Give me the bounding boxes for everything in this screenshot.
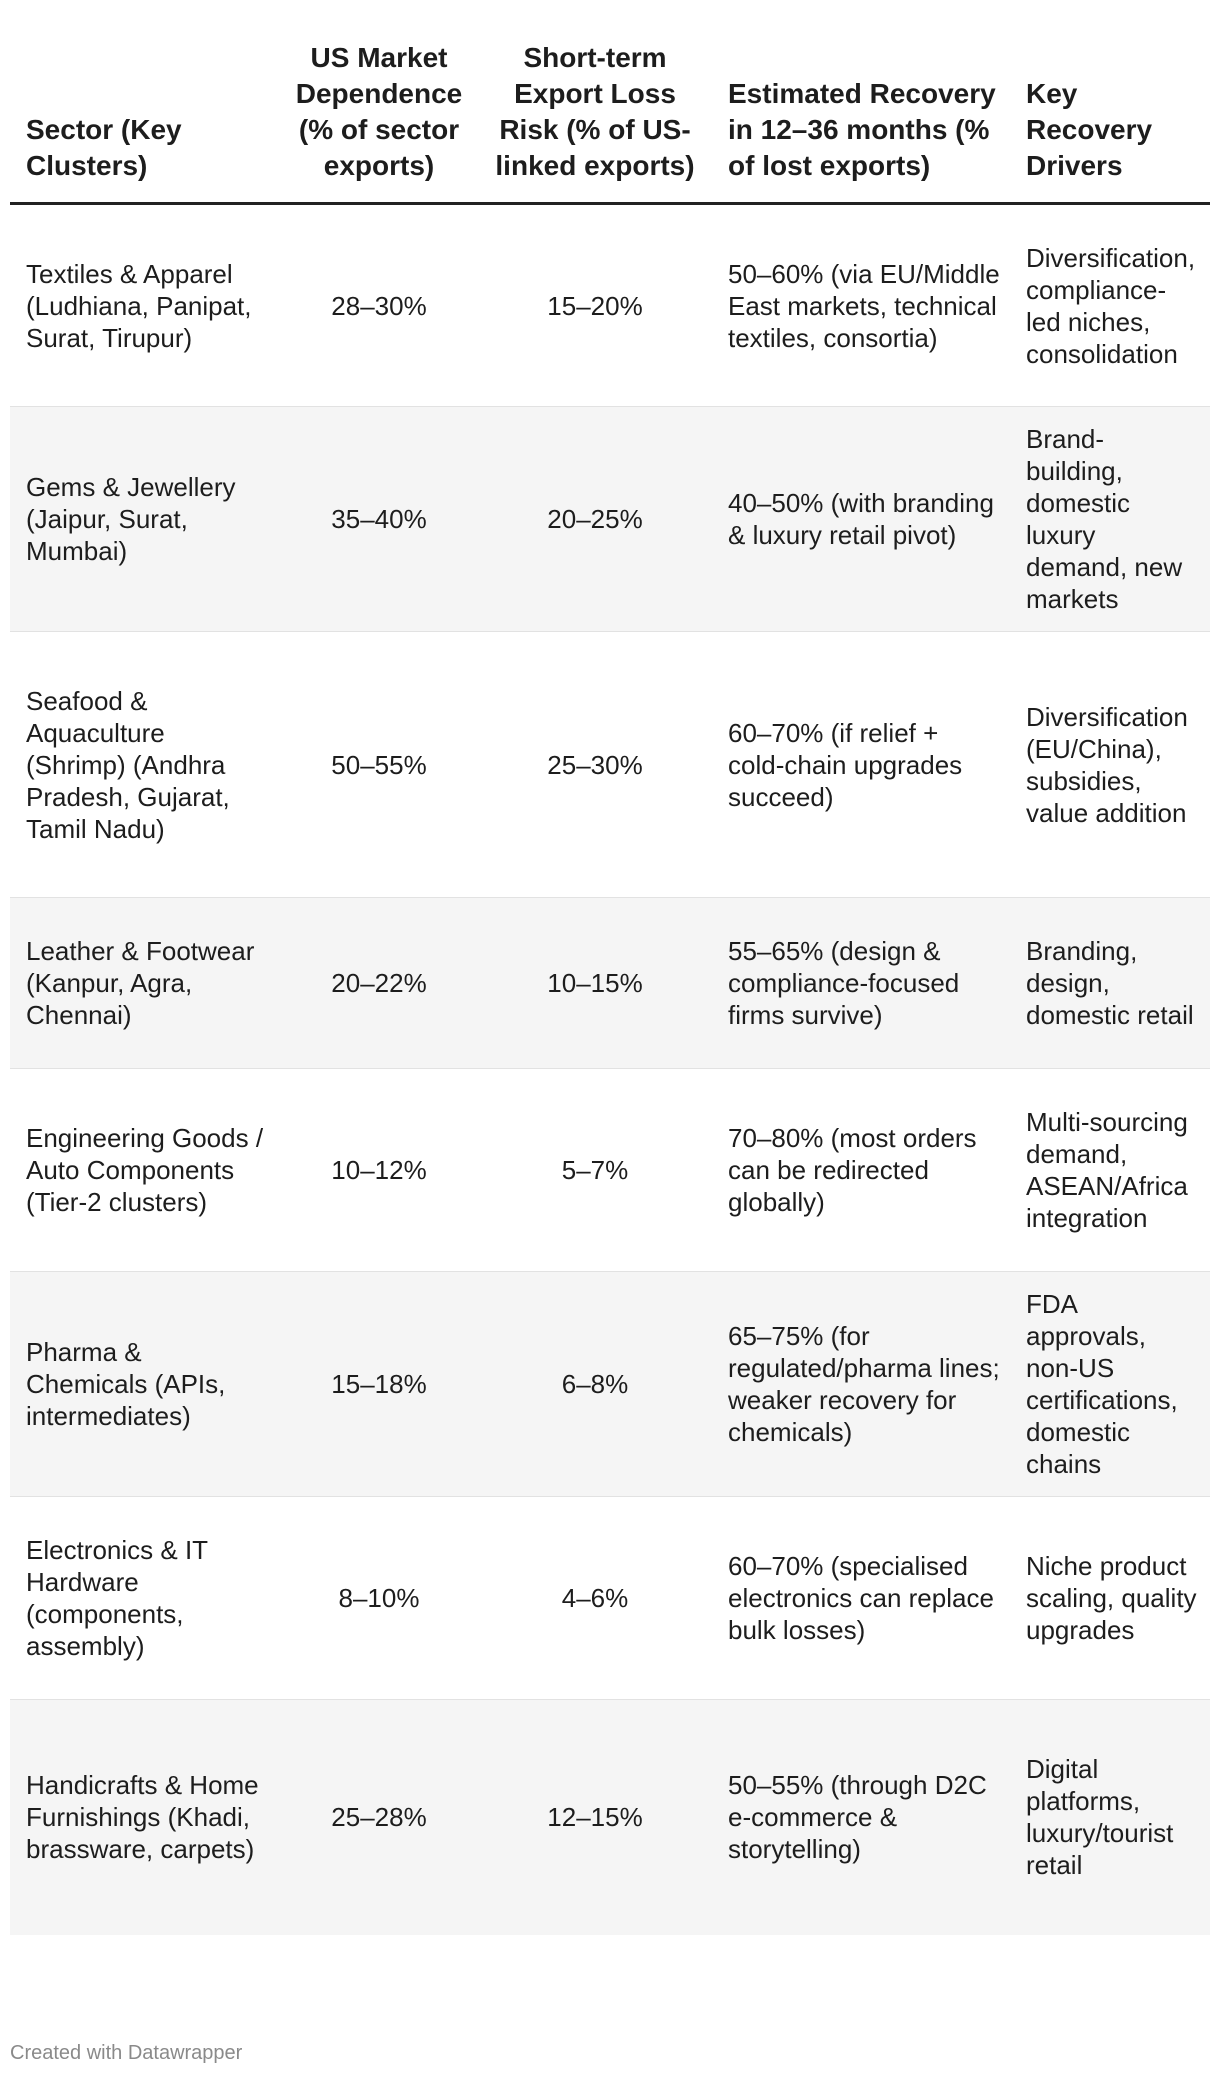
cell-sector: Handicrafts & Home Furnishings (Khadi, brassware, carpets) bbox=[10, 1700, 280, 1935]
cell-loss-risk: 15–20% bbox=[478, 204, 712, 407]
table-row bbox=[10, 1069, 1210, 1272]
cell-recovery: 65–75% (for regulated/pharma lines; weaker recovery for chemicals) bbox=[712, 1272, 1010, 1497]
cell-drivers: Brand-building, domestic luxury demand, new markets bbox=[1010, 407, 1210, 632]
header-us-dependence: US Market Dependence (% of sector exports) bbox=[280, 40, 478, 204]
cell-drivers: FDA approvals, non-US certifications, domestic chains bbox=[1010, 1272, 1210, 1497]
cell-drivers: Diversification (EU/China), subsidies, value addition bbox=[1010, 632, 1210, 898]
table-row bbox=[10, 1497, 1210, 1700]
header-sector: Sector (Key Clusters) bbox=[10, 40, 280, 204]
cell-sector: Leather & Footwear (Kanpur, Agra, Chennai) bbox=[10, 898, 280, 1069]
cell-us-dependence: 25–28% bbox=[280, 1700, 478, 1935]
cell-drivers: Diversification, compliance-led niches, consolidation bbox=[1010, 204, 1210, 407]
cell-us-dependence: 10–12% bbox=[280, 1069, 478, 1272]
header-recovery: Estimated Recovery in 12–36 months (% of lost exports) bbox=[712, 40, 1010, 204]
table-row bbox=[10, 407, 1210, 632]
table-row bbox=[10, 898, 1210, 1069]
cell-drivers: Branding, design, domestic retail bbox=[1010, 898, 1210, 1069]
table-row bbox=[10, 1272, 1210, 1497]
cell-us-dependence: 50–55% bbox=[280, 632, 478, 898]
cell-recovery: 60–70% (if relief + cold-chain upgrades succeed) bbox=[712, 632, 1010, 898]
cell-sector: Textiles & Apparel (Ludhiana, Panipat, Surat, Tirupur) bbox=[10, 204, 280, 407]
cell-us-dependence: 35–40% bbox=[280, 407, 478, 632]
cell-loss-risk: 12–15% bbox=[478, 1700, 712, 1935]
cell-recovery: 40–50% (with branding & luxury retail pivot) bbox=[712, 407, 1010, 632]
cell-sector: Gems & Jewellery (Jaipur, Surat, Mumbai) bbox=[10, 407, 280, 632]
cell-recovery: 60–70% (specialised electronics can replace bulk losses) bbox=[712, 1497, 1010, 1700]
table-row bbox=[10, 204, 1210, 407]
cell-sector: Seafood & Aquaculture (Shrimp) (Andhra Pradesh, Gujarat, Tamil Nadu) bbox=[10, 632, 280, 898]
cell-loss-risk: 6–8% bbox=[478, 1272, 712, 1497]
cell-recovery: 50–55% (through D2C e-commerce & storytelling) bbox=[712, 1700, 1010, 1935]
cell-sector: Engineering Goods / Auto Components (Tier-2 clusters) bbox=[10, 1069, 280, 1272]
cell-recovery: 55–65% (design & compliance-focused firms survive) bbox=[712, 898, 1010, 1069]
cell-loss-risk: 5–7% bbox=[478, 1069, 712, 1272]
cell-sector: Pharma & Chemicals (APIs, intermediates) bbox=[10, 1272, 280, 1497]
cell-loss-risk: 4–6% bbox=[478, 1497, 712, 1700]
cell-recovery: 50–60% (via EU/Middle East markets, technical textiles, consortia) bbox=[712, 204, 1010, 407]
header-row bbox=[10, 40, 1210, 204]
cell-drivers: Digital platforms, luxury/tourist retail bbox=[1010, 1700, 1210, 1935]
cell-sector: Electronics & IT Hardware (components, assembly) bbox=[10, 1497, 280, 1700]
cell-recovery: 70–80% (most orders can be redirected globally) bbox=[712, 1069, 1010, 1272]
cell-drivers: Niche product scaling, quality upgrades bbox=[1010, 1497, 1210, 1700]
cell-us-dependence: 20–22% bbox=[280, 898, 478, 1069]
cell-loss-risk: 20–25% bbox=[478, 407, 712, 632]
table-row bbox=[10, 1700, 1210, 1935]
cell-drivers: Multi-sourcing demand, ASEAN/Africa integration bbox=[1010, 1069, 1210, 1272]
header-loss-risk: Short-term Export Loss Risk (% of US-linked exports) bbox=[478, 40, 712, 204]
cell-us-dependence: 15–18% bbox=[280, 1272, 478, 1497]
datawrapper-credit: Created with Datawrapper bbox=[10, 2042, 243, 2064]
cell-us-dependence: 28–30% bbox=[280, 204, 478, 407]
cell-loss-risk: 25–30% bbox=[478, 632, 712, 898]
data-table bbox=[10, 40, 1210, 1935]
table-row bbox=[10, 632, 1210, 898]
cell-loss-risk: 10–15% bbox=[478, 898, 712, 1069]
header-drivers: Key Recovery Drivers bbox=[1010, 40, 1210, 204]
cell-us-dependence: 8–10% bbox=[280, 1497, 478, 1700]
